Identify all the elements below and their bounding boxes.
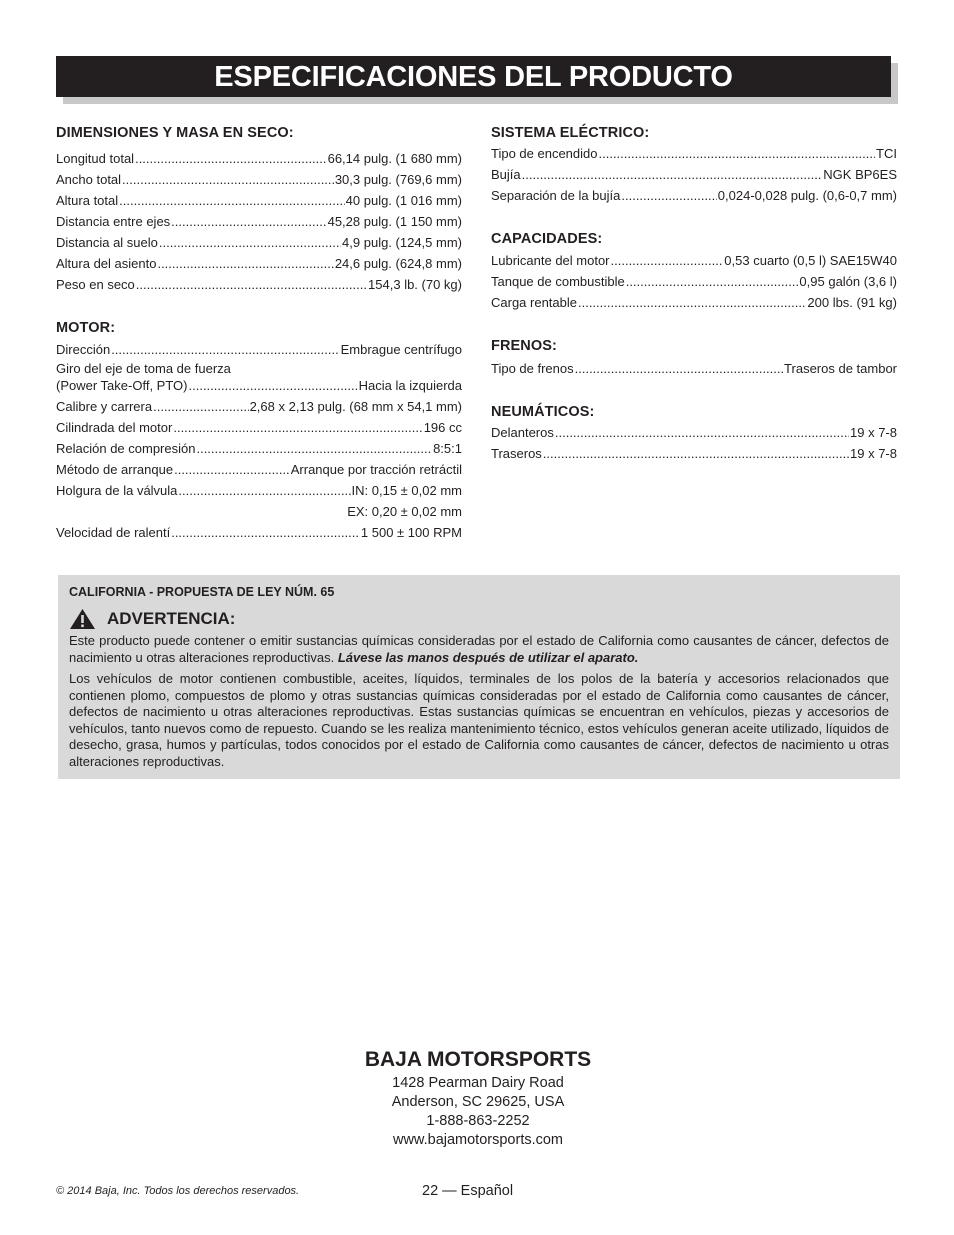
spec-row xyxy=(491,292,897,313)
spec-row xyxy=(491,271,897,292)
spec-row xyxy=(56,190,462,211)
spec-label: Separación de la bujía xyxy=(491,188,621,203)
spec-label: Relación de compresión xyxy=(56,441,196,456)
spec-row xyxy=(491,185,897,206)
spec-value: 1 500 ± 100 RPM xyxy=(360,525,462,540)
right-column xyxy=(491,122,897,464)
leader-dots xyxy=(522,164,823,185)
spec-value: NGK BP6ES xyxy=(823,167,897,182)
section-title-brakes: FRENOS: xyxy=(491,338,557,354)
spec-label: Delanteros xyxy=(491,425,554,440)
spec-value: 0,53 cuarto (0,5 l) SAE15W40 xyxy=(724,253,897,268)
leader-dots xyxy=(621,185,716,206)
spec-row xyxy=(491,164,897,185)
spec-label: Cilindrada del motor xyxy=(56,420,173,435)
spec-row-continuation xyxy=(56,501,462,522)
company-name: BAJA MOTORSPORTS xyxy=(364,1048,592,1071)
spec-label: Longitud total xyxy=(56,151,135,166)
spec-value: 154,3 lb. (70 kg) xyxy=(368,277,462,292)
leader-dots xyxy=(159,232,341,253)
warning-title: ADVERTENCIA: xyxy=(107,609,236,628)
spec-value: 19 x 7-8 xyxy=(850,446,897,461)
spec-value: 30,3 pulg. (769,6 mm) xyxy=(334,172,462,187)
spec-label: Dirección xyxy=(56,342,111,357)
spec-label: Lubricante del motor xyxy=(491,253,610,268)
leader-dots xyxy=(189,375,358,396)
spec-label: Traseros xyxy=(491,446,542,461)
warning-paragraph-2: Los vehículos de motor contienen combustible, aceites, líquidos, terminales de los polos de la batería y accesorios relacionados que contienen plomo, compuestos de plomo y otras sustancias químicas consideradas por el estado de California como causantes de cáncer, defectos de nacimiento u otras alteraciones reproductivas. Estas sustancias químicas se encuentran en vehículos, piezas y accesorios de vehículos, tanto nuevos como de repuesto. Cuando se les realiza mantenimiento técnico, estos vehículos generan aceite utilizado, líquidos de desecho, grasa, humos y partículas, todos conocidos por el estado de California como causantes de cáncer, defectos de nacimiento u otras alteraciones reproductivas. xyxy=(69,671,889,769)
company-address-1: 1428 Pearman Dairy Road xyxy=(392,1075,564,1091)
spec-value: 196 cc xyxy=(423,420,462,435)
warning-title-line xyxy=(69,608,889,630)
spec-value: EX: 0,20 ± 0,02 mm xyxy=(347,504,462,519)
spec-row xyxy=(491,250,897,271)
section-title-dimensions: DIMENSIONES Y MASA EN SECO: xyxy=(56,125,294,141)
spec-label: Método de arranque xyxy=(56,462,174,477)
leader-dots xyxy=(171,211,326,232)
warning-text: Este producto puede contener o emitir sustancias químicas consideradas por el estado de California como causantes de cáncer, defectos de nacimiento u otras alteraciones reproductivas. xyxy=(69,633,889,665)
spec-value: IN: 0,15 ± 0,02 mm xyxy=(351,483,462,498)
spec-row xyxy=(56,211,462,232)
leader-dots xyxy=(543,443,849,464)
spec-label: Altura del asiento xyxy=(56,256,157,271)
brakes-list xyxy=(491,358,897,379)
leader-dots xyxy=(611,250,724,271)
spec-value: 4,9 pulg. (124,5 mm) xyxy=(342,235,462,250)
section-title-electrical: SISTEMA ELÉCTRICO: xyxy=(491,125,650,141)
leader-dots xyxy=(173,417,422,438)
leader-dots xyxy=(575,358,783,379)
leader-dots xyxy=(135,148,327,169)
spec-label: Distancia al suelo xyxy=(56,235,158,250)
section-title-tires: NEUMÁTICOS: xyxy=(491,404,595,420)
company-website: www.bajamotorsports.com xyxy=(392,1132,564,1148)
spec-row xyxy=(56,396,462,417)
spec-row xyxy=(56,148,462,169)
spec-value: Hacia la izquierda xyxy=(358,378,462,393)
leader-dots xyxy=(136,274,367,295)
page-title: ESPECIFICACIONES DEL PRODUCTO xyxy=(56,56,891,97)
spec-row xyxy=(56,232,462,253)
spec-row xyxy=(491,358,897,379)
spec-row xyxy=(56,459,462,480)
left-column xyxy=(56,122,462,543)
spec-label: Peso en seco xyxy=(56,277,135,292)
spec-label: Carga rentable xyxy=(491,295,577,310)
electrical-list xyxy=(491,143,897,206)
spec-value: 66,14 pulg. (1 680 mm) xyxy=(327,151,462,166)
spec-row xyxy=(56,375,462,396)
spec-value: 24,6 pulg. (624,8 mm) xyxy=(334,256,462,271)
spec-value: 40 pulg. (1 016 mm) xyxy=(345,193,462,208)
spec-label: Distancia entre ejes xyxy=(56,214,171,229)
spec-row xyxy=(491,443,897,464)
leader-dots xyxy=(157,253,333,274)
spec-row xyxy=(56,417,462,438)
spec-value: 19 x 7-8 xyxy=(850,425,897,440)
leader-dots xyxy=(122,169,334,190)
spec-value: 0,024-0,028 pulg. (0,6-0,7 mm) xyxy=(717,188,897,203)
tires-list xyxy=(491,422,897,464)
leader-dots xyxy=(153,396,248,417)
spec-value: Arranque por tracción retráctil xyxy=(290,462,462,477)
spec-row xyxy=(56,169,462,190)
warning-heading: CALIFORNIA - PROPUESTA DE LEY NÚM. 65 xyxy=(69,585,335,599)
leader-dots xyxy=(196,438,432,459)
spec-value: 200 lbs. (91 kg) xyxy=(807,295,897,310)
leader-dots xyxy=(174,459,290,480)
spec-label: Ancho total xyxy=(56,172,122,187)
warning-paragraph-1 xyxy=(69,633,889,666)
spec-label: Tanque de combustible xyxy=(491,274,625,289)
section-title-capacities: CAPACIDADES: xyxy=(491,231,603,247)
warning-triangle-icon xyxy=(69,608,96,630)
capacities-list xyxy=(491,250,897,313)
spec-row xyxy=(56,522,462,543)
page-header xyxy=(56,56,898,104)
dimensions-list xyxy=(56,148,462,295)
spec-row xyxy=(56,253,462,274)
spec-label: (Power Take-Off, PTO) xyxy=(56,378,188,393)
leader-dots xyxy=(171,522,360,543)
prop65-warning-box xyxy=(58,575,900,779)
spec-value: Embrague centrífugo xyxy=(340,342,462,357)
spec-label: Holgura de la válvula xyxy=(56,483,178,498)
spec-row xyxy=(56,438,462,459)
company-info xyxy=(300,1046,656,1150)
motor-list xyxy=(56,339,462,543)
spec-value: 45,28 pulg. (1 150 mm) xyxy=(327,214,462,229)
spec-label: Bujía xyxy=(491,167,521,182)
spec-row xyxy=(56,339,462,360)
spec-row xyxy=(56,480,462,501)
leader-dots xyxy=(111,339,339,360)
warning-emphasis: Lávese las manos después de utilizar el aparato. xyxy=(337,649,639,665)
spec-label: Tipo de encendido xyxy=(491,146,598,161)
spec-row xyxy=(491,422,897,443)
spec-label: Altura total xyxy=(56,193,119,208)
company-address-2: Anderson, SC 29625, USA xyxy=(391,1094,565,1110)
leader-dots xyxy=(578,292,806,313)
leader-dots xyxy=(599,143,876,164)
spec-value: 0,95 galón (3,6 l) xyxy=(799,274,897,289)
leader-dots xyxy=(178,480,350,501)
section-title-motor: MOTOR: xyxy=(56,320,116,336)
spec-row xyxy=(56,274,462,295)
spec-row xyxy=(491,143,897,164)
spec-label: Giro del eje de toma de fuerza xyxy=(56,361,231,376)
spec-value: TCI xyxy=(876,146,897,161)
leader-dots xyxy=(555,422,849,443)
page-number: 22 — Español xyxy=(422,1183,514,1199)
spec-label: Calibre y carrera xyxy=(56,399,153,414)
spec-label: Velocidad de ralentí xyxy=(56,525,171,540)
spec-value: 2,68 x 2,13 pulg. (68 mm x 54,1 mm) xyxy=(249,399,462,414)
spec-label: Tipo de frenos xyxy=(491,361,574,376)
copyright-notice: © 2014 Baja, Inc. Todos los derechos reservados. xyxy=(56,1185,300,1197)
leader-dots xyxy=(626,271,799,292)
spec-value: Traseros de tambor xyxy=(784,361,897,376)
company-phone: 1-888-863-2252 xyxy=(426,1113,530,1129)
spec-value: 8:5:1 xyxy=(433,441,462,456)
leader-dots xyxy=(119,190,345,211)
